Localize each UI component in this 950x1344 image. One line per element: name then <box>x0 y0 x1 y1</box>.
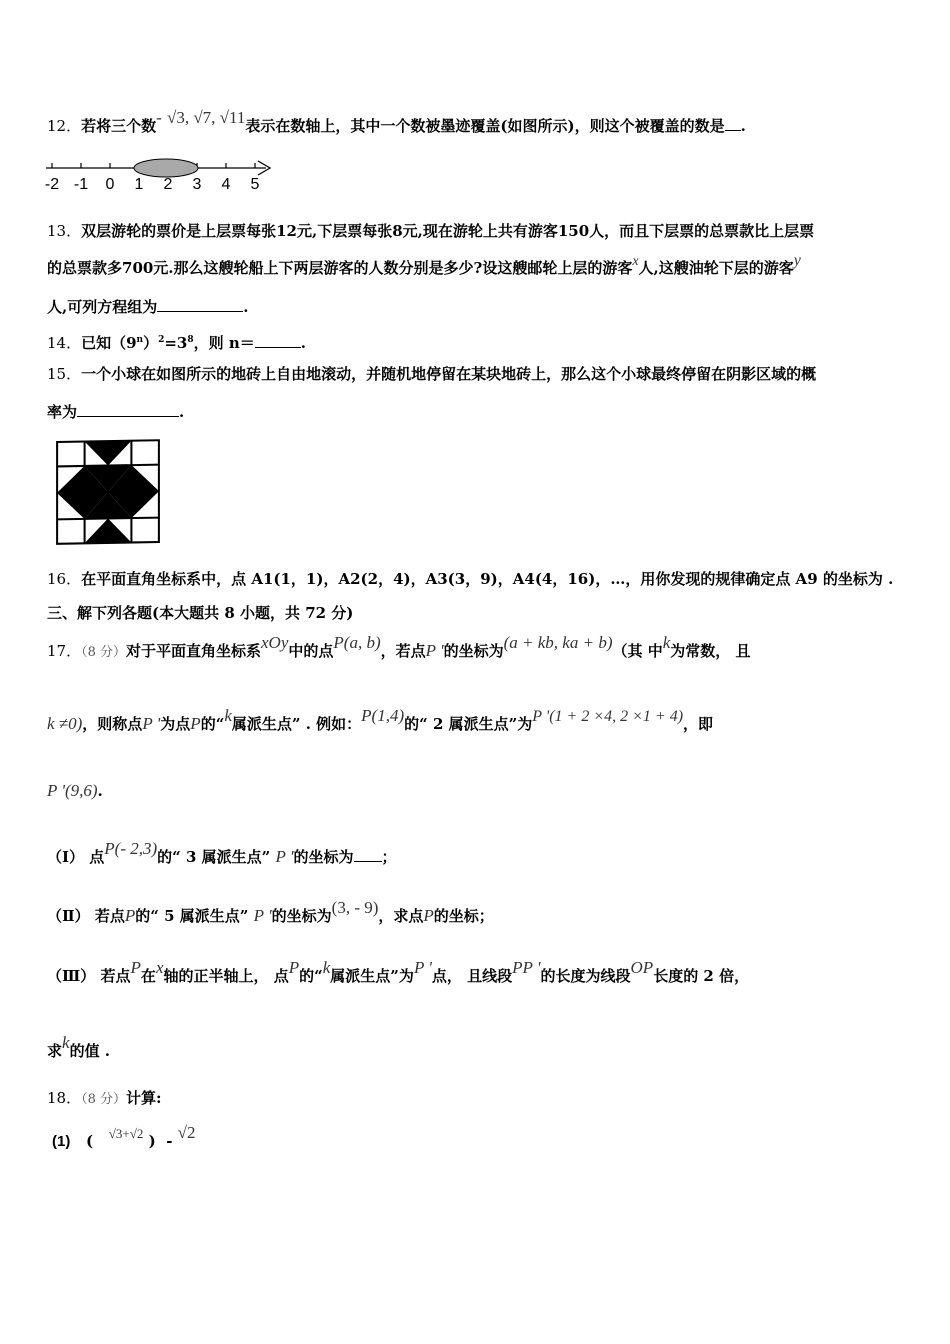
q17-part3a: 若点 <box>100 967 131 985</box>
q13-end: . <box>243 298 249 316</box>
q17-l2-k: k <box>224 706 232 725</box>
q17-l2b: ，则称点 <box>82 715 143 733</box>
q12-number: 12． <box>47 117 82 135</box>
axis-label: 5 <box>250 176 260 193</box>
section3-heading <box>47 603 353 623</box>
q17-part3h: 长度的 2 倍， <box>653 967 750 985</box>
q17-part2a: 若点 <box>94 907 125 925</box>
q16-text: 在平面直角坐标系中，点 A1(1，1)，A2(2，4)，A3(3，9)，A4(4，16)，…，用你发现的规律确定点 A9 的坐标为 . <box>81 570 894 588</box>
axis-label: 3 <box>192 176 202 193</box>
q17-part3g: 的长度为线段 <box>540 967 631 985</box>
q13-blank[interactable] <box>157 297 243 312</box>
q12-neg: - <box>156 108 162 127</box>
q13-line1 <box>47 221 814 241</box>
q14-line <box>47 330 306 353</box>
axis-label: -2 <box>44 176 60 193</box>
q17-part3f: 点， 且线段 <box>431 967 513 985</box>
q14-b: ） <box>143 334 159 352</box>
q18-minus: - <box>166 1132 173 1150</box>
q17-part2c: 的坐标为 <box>271 907 332 925</box>
q17-pab: P(a, b) <box>333 633 381 652</box>
q17-part1-pprime: P ' <box>275 847 294 866</box>
q17-c3m9: (3, - 9) <box>331 898 379 917</box>
q15-blank[interactable] <box>77 402 179 417</box>
q15-tile-figure <box>52 437 164 551</box>
q13-line3-text: 人,可列方程组为 <box>47 298 158 316</box>
q18-tail: √2 <box>177 1123 196 1142</box>
q17-part3-label: （Ⅲ） <box>47 967 96 985</box>
q16-number: 16． <box>47 570 82 588</box>
q17-part3b: 在 <box>140 967 156 985</box>
q14-blank[interactable] <box>255 333 301 348</box>
q18-number: 18． <box>47 1089 82 1107</box>
q18-sub1 <box>52 1123 196 1152</box>
q17-l1f: 为常数， 且 <box>670 642 751 660</box>
axis-label: 2 <box>163 176 173 193</box>
q18-line <box>47 1088 162 1110</box>
q17-part3-pprime: P ' <box>413 958 432 977</box>
axis-label: 0 <box>105 176 115 193</box>
q17-p-m23: P(- 2,3) <box>104 839 158 858</box>
q13-line3 <box>47 297 248 317</box>
q13-number: 13． <box>47 222 82 240</box>
q17-coord: (a + kb, ka + b) <box>503 633 613 652</box>
q17-part2 <box>47 898 494 926</box>
axis-label: 1 <box>134 176 144 193</box>
q17-part1-label: （Ⅰ） <box>47 848 85 866</box>
q17-part2e: 的坐标； <box>433 907 494 925</box>
q17-xoy: xOy <box>261 633 289 652</box>
q17-l2a: k ≠0) <box>47 714 83 733</box>
q14-sup-8: 8 <box>187 335 194 345</box>
q17-ppp: PP ' <box>512 958 541 977</box>
q17-part3c: 轴的正半轴上， 点 <box>163 967 289 985</box>
q17-line1 <box>47 633 751 663</box>
q18-open: ( <box>86 1132 94 1150</box>
q17-part3-p2: P <box>288 958 300 977</box>
q17-part2-p2: P <box>423 906 434 925</box>
q17-op: OP <box>630 958 654 977</box>
ink-blot <box>134 159 198 177</box>
q17-part2b: 的“ 5 属派生点” <box>135 907 249 925</box>
q17-l1d: 的坐标为 <box>443 642 504 660</box>
q17-part3-k2: k <box>62 1033 70 1052</box>
q17-part3j: 的值 . <box>69 1042 111 1060</box>
q17-l2-p: P <box>190 714 201 733</box>
q17-part1-blank[interactable] <box>354 847 382 862</box>
q13-line1-text: 双层游轮的票价是上层票每张12元,下层票每张8元,现在游轮上共有游客150人，而且下层票的总票款比上层票 <box>81 222 815 240</box>
q17-p96: P '(9,6) <box>47 781 98 800</box>
q13-line2a: 的总票款多700元.那么这艘轮船上下两层游客的人数分别是多少?设这艘邮轮上层的游客 <box>47 259 633 277</box>
q17-part1c: 的坐标为 <box>293 848 354 866</box>
q17-line3 <box>47 781 103 801</box>
q17-part3-cont <box>47 1033 111 1061</box>
q16-line <box>47 569 893 589</box>
q17-part3-p: P <box>130 958 141 977</box>
q17-part2-p: P <box>124 906 136 925</box>
q12-prefix: 若将三个数 <box>81 117 157 135</box>
q14-sup-2: 2 <box>158 335 165 345</box>
q12-nums: √3, √7, √11 <box>167 108 246 127</box>
q17-l1c: ，若点 <box>380 642 426 660</box>
q15-end: . <box>179 403 185 421</box>
q12-line <box>47 108 746 136</box>
q17-l1b: 中的点 <box>288 642 334 660</box>
q17-l2-pprime: P ' <box>142 714 161 733</box>
q13-line2 <box>47 252 801 280</box>
q17-part1end: ； <box>381 848 397 866</box>
section3-text: 三、解下列各题(本大题共 8 小题，共 72 分) <box>47 604 354 622</box>
q17-l2g: ，即 <box>683 715 714 733</box>
q17-part3i: 求 <box>47 1042 63 1060</box>
q17-part3e: 属派生点”为 <box>330 967 414 985</box>
q14-sup-n: n <box>136 335 144 345</box>
q15-line2-text: 率为 <box>47 403 78 421</box>
q17-part2-pprime: P ' <box>253 906 272 925</box>
q14-c: =3 <box>164 334 188 352</box>
q15-line2 <box>47 402 184 422</box>
q14-a: 已知（9 <box>81 334 137 352</box>
q12-number-line <box>44 152 276 194</box>
q12-end: . <box>740 117 746 135</box>
q17-part3-k: k <box>322 958 331 977</box>
q17-part1a: 点 <box>89 848 105 866</box>
q18-close: ) <box>148 1132 156 1150</box>
q17-p14: P(1,4) <box>361 706 405 725</box>
q17-k: k <box>662 633 671 652</box>
q17-l2e: 属派生点” . 例如： <box>231 715 362 733</box>
q17-l1a: 对于平面直角坐标系 <box>126 642 262 660</box>
axis-label: 4 <box>221 176 231 193</box>
q15-line1-text: 一个小球在如图所示的地砖上自由地滚动，并随机地停留在某块地砖上，那么这个小球最终停留在阴影区域的概 <box>81 365 817 383</box>
q14-end: . <box>300 334 307 352</box>
q14-number: 14． <box>47 334 82 352</box>
q14-d: ，则 n＝ <box>193 334 255 352</box>
q17-part1b: 的“ 3 属派生点” <box>157 848 271 866</box>
q17-l2f: 的“ 2 属派生点”为 <box>404 715 533 733</box>
q17-l2c: 为点 <box>160 715 191 733</box>
q18-text: 计算: <box>126 1089 162 1107</box>
q17-part3 <box>47 958 750 986</box>
q17-l2d: 的“ <box>200 715 225 733</box>
q12-suffix: 表示在数轴上，其中一个数被墨迹覆盖(如图所示)，则这个被覆盖的数是 <box>245 117 725 135</box>
q17-line2 <box>47 706 714 735</box>
q15-line1 <box>47 364 816 384</box>
q17-points: （8 分） <box>81 645 126 660</box>
q13-var-y: y <box>793 252 801 269</box>
q17-part1 <box>47 839 397 867</box>
q17-part2d: ，求点 <box>378 907 424 925</box>
q17-part2-label: （Ⅱ） <box>47 907 90 925</box>
axis-label: -1 <box>73 176 89 193</box>
q17-part3d: 的“ <box>299 967 323 985</box>
q17-l3end: . <box>97 782 103 800</box>
q17-pprime: P ' <box>425 641 444 660</box>
q12-blank[interactable] <box>725 116 741 131</box>
q17-l1e: （其 中 <box>612 642 663 660</box>
q18-sub1-label: (1) <box>52 1133 71 1150</box>
q18-points: （8 分） <box>81 1092 126 1107</box>
q17-part3-x: x <box>155 958 164 977</box>
q18-expr-inner: √3+√2 <box>108 1126 144 1141</box>
q17-number: 17． <box>47 642 82 660</box>
q15-number: 15． <box>47 365 82 383</box>
q13-line2b: 人,这艘油轮下层的游客 <box>638 259 794 277</box>
q13-var-x: x <box>632 254 639 269</box>
q17-pex: P '(1 + 2 ×4, 2 ×1 + 4) <box>532 708 684 725</box>
